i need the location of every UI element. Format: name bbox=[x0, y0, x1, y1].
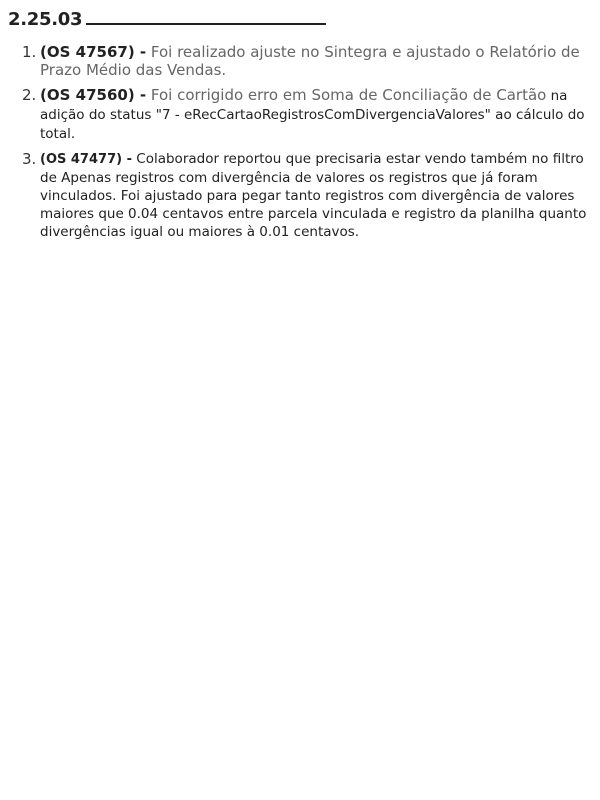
os-tag: (OS 47477) - bbox=[40, 152, 132, 167]
os-tag: (OS 47567) - bbox=[40, 43, 147, 61]
item-text: Foi corrigido erro em Soma de Conciliação de Cartão bbox=[146, 86, 547, 104]
heading-underline bbox=[86, 9, 326, 25]
release-note-item bbox=[22, 150, 588, 241]
os-tag: (OS 47560) - bbox=[40, 86, 147, 104]
item-text: Colaborador reportou que precisaria estar vendo também no filtro de Apenas registros com divergência de valores os registros que já foram vinculados. Foi ajustado para pegar tanto registros com divergência de valores maiores que 0.04 centavos entre parcela vinculada e registro da planilha quanto divergências igual ou maiores à 0.01 centavos. bbox=[40, 151, 587, 240]
release-note-item bbox=[22, 43, 588, 79]
version-number: 2.25.03 bbox=[8, 9, 83, 30]
release-notes-list bbox=[8, 43, 588, 241]
item-number: 2. bbox=[22, 86, 37, 104]
version-heading bbox=[8, 8, 588, 32]
item-text-trail: na adição do status "7 - eRecCartaoRegistrosComDivergenciaValores" ao cálculo do total. bbox=[40, 88, 585, 142]
item-number: 3. bbox=[22, 150, 37, 168]
item-number: 1. bbox=[22, 43, 37, 61]
release-note-item bbox=[22, 86, 588, 143]
item-text: Foi realizado ajuste no Sintegra e ajustado o Relatório de Prazo Médio das Vendas. bbox=[40, 43, 580, 79]
